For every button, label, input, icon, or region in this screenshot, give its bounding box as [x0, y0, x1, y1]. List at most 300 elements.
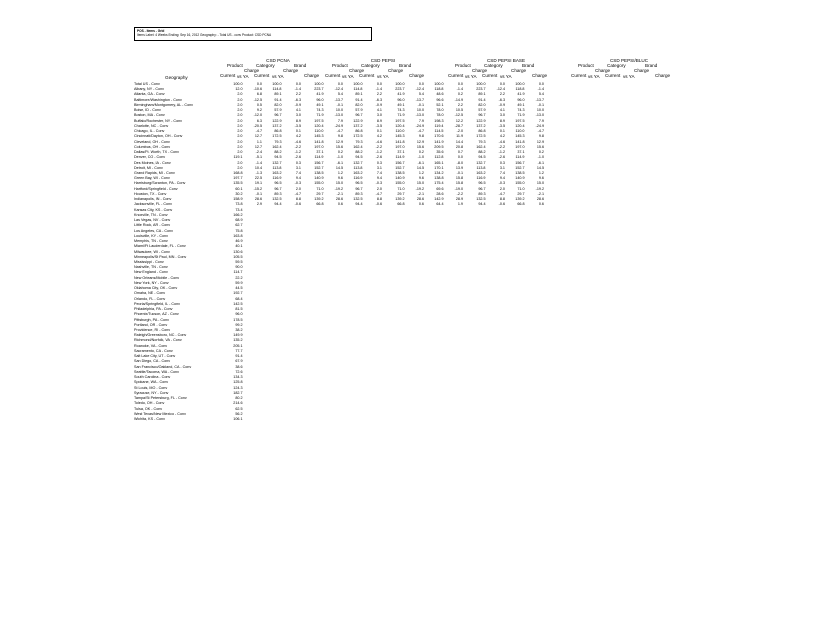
value-cell: 78.0	[436, 108, 444, 113]
value-cell: 69.6	[436, 186, 444, 191]
value-cell: -2.2	[456, 191, 463, 196]
value-cell: -13.7	[535, 97, 544, 102]
header-vs-ya-g2: vs YA	[342, 74, 354, 79]
value-cell: 28.6	[536, 197, 544, 202]
value-cell: -14.9	[454, 97, 463, 102]
value-cell: 162.4	[272, 144, 282, 149]
value-cell: 15.6	[536, 144, 544, 149]
value-cell: 68.4	[235, 296, 243, 301]
header-category-g4: Category	[607, 63, 626, 68]
value-cell: 135.2	[233, 338, 243, 343]
geography-cell: Minneapolis/St Paul, MN - Conv	[134, 254, 187, 259]
value-cell: 110.0	[314, 129, 324, 134]
value-cell: 120.4	[395, 123, 405, 128]
value-cell: 37.1	[397, 150, 405, 155]
value-cell: -19.2	[535, 186, 544, 191]
value-cell: 96.7	[355, 186, 363, 191]
value-cell: 4.1	[499, 108, 505, 113]
value-cell: 4.2	[376, 134, 382, 139]
value-cell: -3.5	[498, 123, 505, 128]
value-cell: 2.0	[237, 123, 243, 128]
value-cell: 0.2	[457, 92, 463, 97]
value-cell: 142.9	[434, 197, 444, 202]
geography-cell: San Francisco/Oakland, CA - Conv	[134, 364, 192, 369]
value-cell: 60.1	[235, 186, 243, 191]
value-cell: 197.0	[515, 144, 525, 149]
geography-cell: Chicago, IL - Conv	[134, 129, 165, 134]
report-header-box	[134, 27, 372, 41]
value-cell: 12.2	[455, 118, 463, 123]
header-brand-charge-g2: Charge	[388, 68, 404, 73]
value-cell: 0.2	[418, 150, 424, 155]
value-cell: 152.7	[515, 165, 525, 170]
geography-cell: New England - Conv	[134, 270, 168, 275]
value-cell: 66.8	[316, 202, 324, 207]
header-category-charge-g3: Charge	[472, 68, 488, 73]
value-cell: 0.1	[376, 129, 382, 134]
value-cell: 116.9	[353, 176, 363, 181]
value-cell: 197.0	[314, 144, 324, 149]
value-cell: -13.7	[334, 97, 343, 102]
value-cell: 96.7	[274, 113, 282, 118]
value-cell: 197.5	[395, 118, 405, 123]
value-cell: 0.0	[457, 82, 463, 86]
geography-cell: Peoria/Springfield, IL - Conv	[134, 301, 180, 306]
value-cell: 13.9	[455, 165, 463, 170]
value-cell: 137.2	[476, 123, 486, 128]
geography-cell: South Carolina - Conv	[134, 375, 171, 380]
value-cell: 57.9	[355, 108, 363, 113]
value-cell	[405, 417, 425, 422]
value-cell: 96.0	[397, 97, 405, 102]
value-cell: 172.5	[353, 134, 363, 139]
value-cell	[385, 417, 405, 422]
value-cell	[243, 417, 263, 422]
value-cell: 89.1	[274, 92, 282, 97]
value-cell: 0.2	[538, 150, 544, 155]
value-cell: 172.5	[476, 134, 486, 139]
value-cell: 10.0	[335, 108, 343, 113]
value-cell: 163.2	[272, 170, 282, 175]
value-cell: -13.7	[415, 97, 424, 102]
value-cell: 74.3	[517, 108, 525, 113]
value-cell	[424, 417, 444, 422]
value-cell: -6.3	[294, 97, 301, 102]
geography-cell: Harrisburg/Scranton, PA - Conv	[134, 181, 186, 186]
geography-cell: Portland, OR - Conv	[134, 322, 168, 327]
value-cell: 9.8	[337, 134, 343, 139]
value-cell: 96.0	[517, 97, 525, 102]
geography-cell: Spokane, WA - Conv	[134, 380, 169, 385]
header-current-2-g3: Current	[482, 73, 498, 78]
value-cell: 86.8	[478, 129, 486, 134]
value-cell: -13.0	[535, 113, 544, 118]
value-cell: 3.0	[499, 113, 505, 118]
value-cell: 100.0	[395, 82, 405, 86]
value-cell: 79.3	[274, 139, 282, 144]
value-cell: -1.0	[537, 155, 544, 160]
value-cell: 112.8	[434, 155, 444, 160]
value-cell: 7.9	[418, 118, 424, 123]
value-cell: 137.2	[353, 123, 363, 128]
value-cell: -0.1	[255, 191, 262, 196]
value-cell: 89.1	[355, 92, 363, 97]
value-cell: 105.5	[233, 254, 243, 259]
value-cell: 96.0	[235, 312, 243, 317]
header-brand-g3: Brand	[522, 63, 535, 68]
geography-cell: Roanoke, VA - Conv	[134, 343, 168, 348]
value-cell: 122.9	[272, 118, 282, 123]
value-cell: 2.0	[237, 113, 243, 118]
value-cell: 155.0	[314, 181, 324, 186]
value-cell: 79.3	[478, 139, 486, 144]
value-cell: 113.8	[272, 165, 282, 170]
value-cell: -2.2	[498, 144, 505, 149]
value-cell: 134.3	[233, 375, 243, 380]
value-cell: 4.2	[295, 134, 301, 139]
value-cell: 2.2	[457, 102, 463, 107]
value-cell: -2.0	[456, 129, 463, 134]
value-cell: 0.0	[256, 82, 262, 86]
value-cell	[444, 417, 464, 422]
value-cell: 141.9	[434, 139, 444, 144]
value-cell: 15.8	[455, 176, 463, 181]
geography-cell: Charlotte, NC - Conv	[134, 123, 169, 128]
value-cell: -0.6	[375, 202, 382, 207]
value-cell: 0.1	[295, 129, 301, 134]
value-cell	[466, 417, 486, 422]
value-cell: 2.0	[237, 165, 243, 170]
value-cell: 74.3	[397, 108, 405, 113]
value-cell: 140.9	[515, 176, 525, 181]
header-brand-g1: Brand	[294, 63, 307, 68]
value-cell: 12.9	[335, 139, 343, 144]
value-cell: 114.7	[233, 270, 243, 275]
geography-column-header: Geography	[165, 75, 188, 80]
value-cell: 0.0	[499, 82, 505, 86]
geography-cell: Salt Lake City, UT - Conv	[134, 354, 176, 359]
geography-cell: Tulsa, OK - Conv	[134, 406, 163, 411]
value-cell: 86.8	[355, 129, 363, 134]
header-charge-2-g1: Charge	[304, 73, 320, 78]
value-cell: 140.9	[314, 176, 324, 181]
header-vs-ya-g3: vs YA	[465, 74, 477, 79]
geography-cell: San Diego, CA - Conv	[134, 359, 171, 364]
geography-cell: Green Bay, WI - Conv	[134, 176, 170, 181]
geography-cell: Los Angeles, CA - Conv	[134, 228, 173, 233]
header-product-g3: Product	[455, 63, 471, 68]
value-cell: 88.2	[355, 150, 363, 155]
value-cell: 9.6	[337, 176, 343, 181]
value-cell: 89.1	[478, 92, 486, 97]
value-cell: 142.5	[233, 301, 243, 306]
geography-cell: Houston, TX - Conv	[134, 191, 167, 196]
value-cell: 122.9	[476, 118, 486, 123]
value-cell: 9.4	[499, 176, 505, 181]
value-cell: 100.0	[272, 82, 282, 86]
value-cell: 9.6	[418, 176, 424, 181]
value-cell: 77.7	[235, 348, 243, 353]
value-cell: -0.6	[294, 202, 301, 207]
value-cell: 166.2	[233, 212, 243, 217]
value-cell: 5.4	[337, 92, 343, 97]
value-cell: 2.0	[237, 97, 243, 102]
value-cell: 114.5	[434, 129, 444, 134]
geography-cell: Dallas/Ft. Worth, TX - Conv	[134, 150, 179, 155]
value-cell: 96.7	[355, 113, 363, 118]
value-cell: 15.8	[455, 181, 463, 186]
value-cell: 132.7	[272, 160, 282, 165]
value-cell: 2.0	[237, 92, 243, 97]
value-cell: 2.2	[295, 92, 301, 97]
value-cell: 91.4	[478, 97, 486, 102]
value-cell: 44.5	[235, 286, 243, 291]
header-charge-2-g4: Charge	[655, 73, 671, 78]
value-cell: 130.6	[233, 249, 243, 254]
value-cell: 96.0	[316, 97, 324, 102]
value-cell: -10.6	[253, 87, 262, 92]
geography-cell: Jacksonville, FL - Conv	[134, 202, 172, 207]
value-cell: 1.2	[418, 170, 424, 175]
report-filters: Items Label: 4 Weeks Ending: Sep 16, 2012 Geography: - Total US - conv Product: CSD PCNA	[137, 33, 272, 38]
value-cell	[343, 417, 363, 422]
value-cell: 49.1	[517, 102, 525, 107]
geography-cell: Boston, MA - Conv	[134, 113, 165, 118]
value-cell: 35.6	[436, 150, 444, 155]
value-cell: 28.6	[335, 197, 343, 202]
value-cell: 89.3	[355, 191, 363, 196]
value-cell: 7.4	[499, 170, 505, 175]
value-cell: -0.3	[294, 181, 301, 186]
value-cell: 14.4	[455, 139, 463, 144]
geography-cell: Indianapolis, IN - Conv	[134, 197, 172, 202]
value-cell	[304, 417, 324, 422]
value-cell: -5.1	[255, 155, 262, 160]
value-cell: 0.6	[418, 202, 424, 207]
value-cell: 145.3	[314, 134, 324, 139]
geography-cell: Birmingham/Montgomery, AL - Conv	[134, 102, 194, 107]
value-cell: 20.8	[455, 144, 463, 149]
geography-cell: Miami/Ft Lauderdale, FL - Conv	[134, 244, 186, 249]
value-cell: 205.1	[233, 343, 243, 348]
value-cell: 209.5	[434, 144, 444, 149]
group-title-csd-pepsi: CSD PEPSI	[370, 58, 396, 63]
header-current-2-g1: Current	[254, 73, 270, 78]
value-cell: 156.7	[395, 160, 405, 165]
value-cell: 162.4	[476, 144, 486, 149]
value-cell: 12.7	[254, 144, 262, 149]
value-cell: -0.3	[498, 181, 505, 186]
value-cell: 132.7	[353, 160, 363, 165]
geography-cell: Orlando, FL - Conv	[134, 296, 166, 301]
value-cell: -20.5	[253, 123, 262, 128]
geography-cell: Knoxville, TN - Conv	[134, 212, 168, 217]
value-cell: 9.4	[295, 176, 301, 181]
value-cell: 2.0	[499, 186, 505, 191]
value-cell: 0.0	[337, 82, 343, 86]
value-cell: 0.0	[376, 82, 382, 86]
value-cell: 139.2	[515, 197, 525, 202]
geography-cell: Omaha, NE - Conv	[134, 291, 166, 296]
value-cell: -12.4	[415, 87, 424, 92]
geography-cell: Kansas City, KS - Conv	[134, 207, 173, 212]
value-cell: 59.9	[235, 280, 243, 285]
value-cell: 82.0	[355, 102, 363, 107]
value-cell: 145.3	[395, 134, 405, 139]
value-cell: 155.0	[395, 181, 405, 186]
value-cell: 2.9	[256, 202, 262, 207]
value-cell: 9.8	[538, 134, 544, 139]
value-cell: 30.2	[235, 191, 243, 196]
value-cell: 41.9	[517, 92, 525, 97]
value-cell: 2.0	[237, 139, 243, 144]
value-cell: 1.2	[337, 170, 343, 175]
value-cell: 110.0	[515, 129, 525, 134]
value-cell: 0.7	[457, 150, 463, 155]
value-cell: 0.3	[295, 160, 301, 165]
value-cell: -13.0	[334, 113, 343, 118]
value-cell: 152.7	[395, 165, 405, 170]
value-cell: 67.9	[235, 359, 243, 364]
value-cell: 132.7	[476, 160, 486, 165]
value-cell: 132.5	[353, 197, 363, 202]
value-cell: 106.1	[233, 417, 243, 421]
value-cell: 12.0	[235, 87, 243, 92]
value-cell: 0.0	[538, 82, 544, 86]
value-cell: 114.8	[272, 87, 282, 92]
geography-cell: New Orleans/Mobile - Conv	[134, 275, 180, 280]
value-cell: 57.9	[274, 108, 282, 113]
value-cell: -1.0	[336, 155, 343, 160]
header-vs-ya-g1: vs YA	[237, 74, 249, 79]
value-cell: 28.6	[416, 197, 424, 202]
value-cell: 6.3	[256, 118, 262, 123]
geography-cell: Syracuse, NY - Conv	[134, 390, 169, 395]
value-cell: 141.8	[314, 139, 324, 144]
value-cell: 91.4	[355, 97, 363, 102]
geography-cell: Hartford/Springfield - Conv	[134, 186, 178, 191]
value-cell	[363, 417, 383, 422]
value-cell: 15.0	[416, 181, 424, 186]
geography-cell: Milwaukee, WI - Conv	[134, 249, 170, 254]
value-cell: -19.0	[454, 186, 463, 191]
value-cell: -2.2	[375, 144, 382, 149]
header-vs-ya-2-g1: vs YA	[272, 74, 284, 79]
value-cell: 5.4	[538, 92, 544, 97]
value-cell: 8.8	[499, 197, 505, 202]
header-category-charge-g2: Charge	[349, 68, 365, 73]
value-cell: 138.8	[434, 176, 444, 181]
value-cell: -1.4	[456, 87, 463, 92]
value-cell: 197.7	[233, 176, 243, 181]
value-cell: 139.2	[314, 197, 324, 202]
value-cell: -1.4	[375, 87, 382, 92]
value-cell: 1.1	[256, 139, 262, 144]
value-cell: 29.7	[397, 191, 405, 196]
value-cell: 37.1	[517, 150, 525, 155]
geography-cell: Little Rock, AR - Conv	[134, 223, 171, 228]
value-cell: 4.1	[295, 108, 301, 113]
header-current-g4: Current	[571, 73, 587, 78]
value-cell: 141.8	[395, 139, 405, 144]
value-cell: -1.2	[375, 150, 382, 155]
geography-cell: Toledo, OH - Conv	[134, 401, 165, 406]
value-cell: 37.1	[316, 150, 324, 155]
geography-cell: Memphis, TN - Conv	[134, 239, 168, 244]
value-cell: 137.2	[272, 123, 282, 128]
value-cell: 5.4	[418, 92, 424, 97]
header-current-2-g4: Current	[605, 73, 621, 78]
header-vs-ya-2-g4: vs YA	[623, 74, 635, 79]
header-current-g2: Current	[325, 73, 341, 78]
value-cell: 2.0	[237, 160, 243, 165]
value-cell: 163.2	[353, 170, 363, 175]
value-cell: 3.1	[295, 165, 301, 170]
value-cell: 88.2	[274, 150, 282, 155]
value-cell: 223.7	[314, 87, 324, 92]
value-cell: 134.2	[434, 170, 444, 175]
value-cell: 66.8	[517, 202, 525, 207]
value-cell: -4.6	[375, 139, 382, 144]
geography-cell: Denver, CO - Conv	[134, 155, 166, 160]
value-cell: 122.9	[353, 118, 363, 123]
header-current-2-g2: Current	[359, 73, 375, 78]
value-cell: 71.0	[316, 186, 324, 191]
value-cell: 138.5	[395, 170, 405, 175]
value-cell: 90.0	[235, 265, 243, 270]
value-cell: 156.7	[515, 160, 525, 165]
value-cell: 3.1	[499, 165, 505, 170]
header-product-g4: Product	[578, 63, 594, 68]
value-cell: -12.4	[496, 87, 505, 92]
value-cell: -0.1	[456, 170, 463, 175]
value-cell: 197.5	[515, 118, 525, 123]
value-cell: 2.0	[237, 134, 243, 139]
value-cell: -28.7	[454, 123, 463, 128]
geography-cell: Cincinnati/Dayton, OH - Conv	[134, 134, 183, 139]
value-cell: -12.5	[454, 113, 463, 118]
value-cell: 6.8	[256, 92, 262, 97]
value-cell: -6.1	[336, 160, 343, 165]
header-brand-g2: Brand	[399, 63, 412, 68]
value-cell: 0.0	[418, 82, 424, 86]
value-cell: 82.0	[478, 102, 486, 107]
geography-cell: Philadelphia, PA - Conv	[134, 307, 173, 312]
data-grid	[134, 82, 544, 422]
value-cell: 145.3	[515, 134, 525, 139]
value-cell: 10.0	[536, 108, 544, 113]
value-cell: 158.9	[233, 197, 243, 202]
value-cell: 116.9	[272, 176, 282, 181]
value-cell: 172.5	[272, 134, 282, 139]
value-cell: 100.0	[233, 82, 243, 86]
value-cell: 3.0	[295, 113, 301, 118]
value-cell: 178.5	[233, 317, 243, 322]
value-cell: 119.1	[233, 155, 243, 160]
value-cell: 15.0	[536, 181, 544, 186]
value-cell: 73.4	[235, 207, 243, 212]
value-cell: 163.2	[476, 170, 486, 175]
value-cell: 72.6	[235, 369, 243, 374]
value-cell: -4.6	[498, 139, 505, 144]
value-cell: 79.3	[355, 139, 363, 144]
geography-cell: Tampa/St Petersburg, FL - Conv	[134, 396, 187, 401]
value-cell: 175.4	[434, 181, 444, 186]
value-cell: -2.2	[294, 144, 301, 149]
value-cell: 71.0	[517, 186, 525, 191]
value-cell	[262, 417, 282, 422]
value-cell: 168.8	[233, 170, 243, 175]
